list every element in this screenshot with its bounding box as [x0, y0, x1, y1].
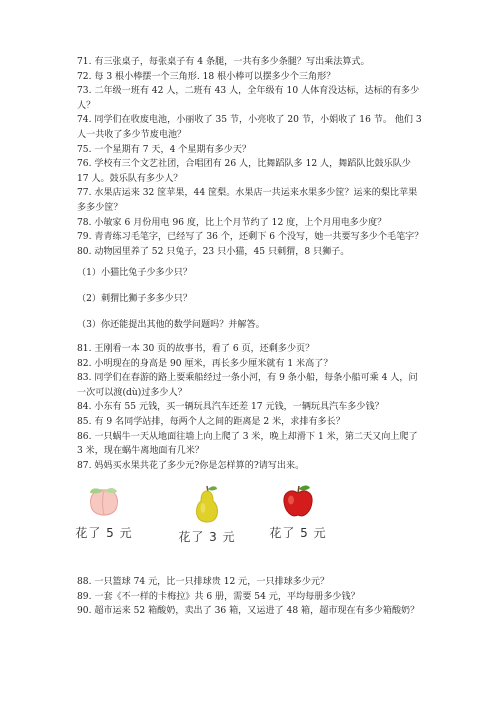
- question-80: 80. 动物园里养了 52 只兔子，23 只小猫，45 只刺猬，8 只狮子。: [77, 246, 350, 257]
- questions-88-90: [77, 575, 425, 619]
- question-88: 88. 一只篮球 74 元，比一只排球贵 12 元，一只排球多少元？: [77, 577, 330, 587]
- subquestion-1: （1）小猫比兔子少多少只？: [77, 268, 192, 278]
- fruit-pear: [167, 484, 247, 545]
- question-77: 77. 水果店运来 32 筐苹果，44 筐梨。水果店一共运来水果多少筐？运来的梨比苹果多多少筐？: [77, 188, 418, 213]
- question-75: 75. 一个星期有 7 天，4 个星期有多少天？: [77, 144, 252, 155]
- peach-icon: [84, 484, 124, 520]
- questions-71-80: [77, 55, 425, 259]
- question-82: 82. 小明现在的身高是 90 厘米，再长多少厘米就有 1 米高了？: [77, 358, 333, 369]
- question-85: 85. 有 9 名同学站排，每两个人之间的距离是 2 米，求排有多长？: [77, 416, 345, 427]
- question-81: 81. 王刚看一本 30 页的故事书，看了 6 页，还剩多少页？: [77, 344, 315, 354]
- question-83: 83. 同学们在春游的路上要乘船经过一条小河，有 9 条小船，每条小船可乘 4 人，问一次可以渡(dù)过多少人？: [77, 373, 418, 398]
- question-79: 79. 青青练习毛笔字，已经写了 36 个，还剩下 6 个没写，她一共要写多少个毛笔字？: [77, 232, 424, 243]
- price-caption: 花了 5 元: [75, 526, 133, 540]
- price-caption: 花了 5 元: [269, 526, 327, 540]
- apple-icon: [278, 484, 318, 520]
- question-73: 73. 二年级一班有 42 人，二班有 43 人，全年级有 10 人体育没达标，达标的有多少人？: [77, 86, 420, 111]
- question-74: 74. 同学们在收废电池，小丽收了 35 节，小亮收了 20 节，小娟收了 16 节。 他们 3 人一共收了多少节废电池？: [77, 115, 422, 140]
- question-78: 78. 小敏家 6 月份用电 96 度，比上个月节约了 12 度，上个月用电多少度？: [77, 217, 387, 228]
- fruit-price-row: [0, 484, 500, 554]
- price-caption: 花了 3 元: [178, 530, 236, 544]
- question-84: 84. 小东有 55 元钱，买一辆玩具汽车还差 17 元钱，一辆玩具汽车多少钱？: [77, 402, 384, 413]
- question-90: 90. 超市运来 52 箱酸奶，卖出了 36 箱，又运进了 48 箱，超市现在有多少箱酸奶？: [77, 606, 420, 617]
- question-89: 89. 一套《不一样的卡梅拉》共 6 册，需要 54 元，平均每册多少钱？: [77, 591, 360, 602]
- question-86: 86. 一只蜗牛一天从地面往墙上向上爬了 3 米，晚上却滑下 1 米，第二天又向上爬了 3 米，现在蜗牛离地面有几米？: [77, 431, 418, 457]
- question-76: 76. 学校有三个文艺社团，合唱团有 26 人，比舞蹈队多 12 人，舞蹈队比鼓乐队少 17 人。鼓乐队有多少人？: [77, 159, 411, 184]
- questions-81-87: [77, 342, 425, 473]
- pear-icon: [187, 484, 227, 524]
- fruit-peach: [64, 484, 144, 541]
- question-72: 72. 每 3 根小棒摆一个三角形. 18 根小棒可以摆多少个三角形？: [77, 71, 336, 82]
- subquestion-3: （3）你还能提出其他的数学问题吗？并解答。: [77, 320, 265, 330]
- question-87: 87. 妈妈买水果共花了多少元?你是怎样算的?请写出来。: [77, 460, 305, 471]
- subquestion-2: （2）刺猬比狮子多多少只？: [77, 294, 192, 304]
- question-71: 71. 有三张桌子，每张桌子有 4 条腿，一共有多少条腿？写出乘法算式。: [77, 57, 370, 67]
- fruit-apple: [258, 484, 338, 541]
